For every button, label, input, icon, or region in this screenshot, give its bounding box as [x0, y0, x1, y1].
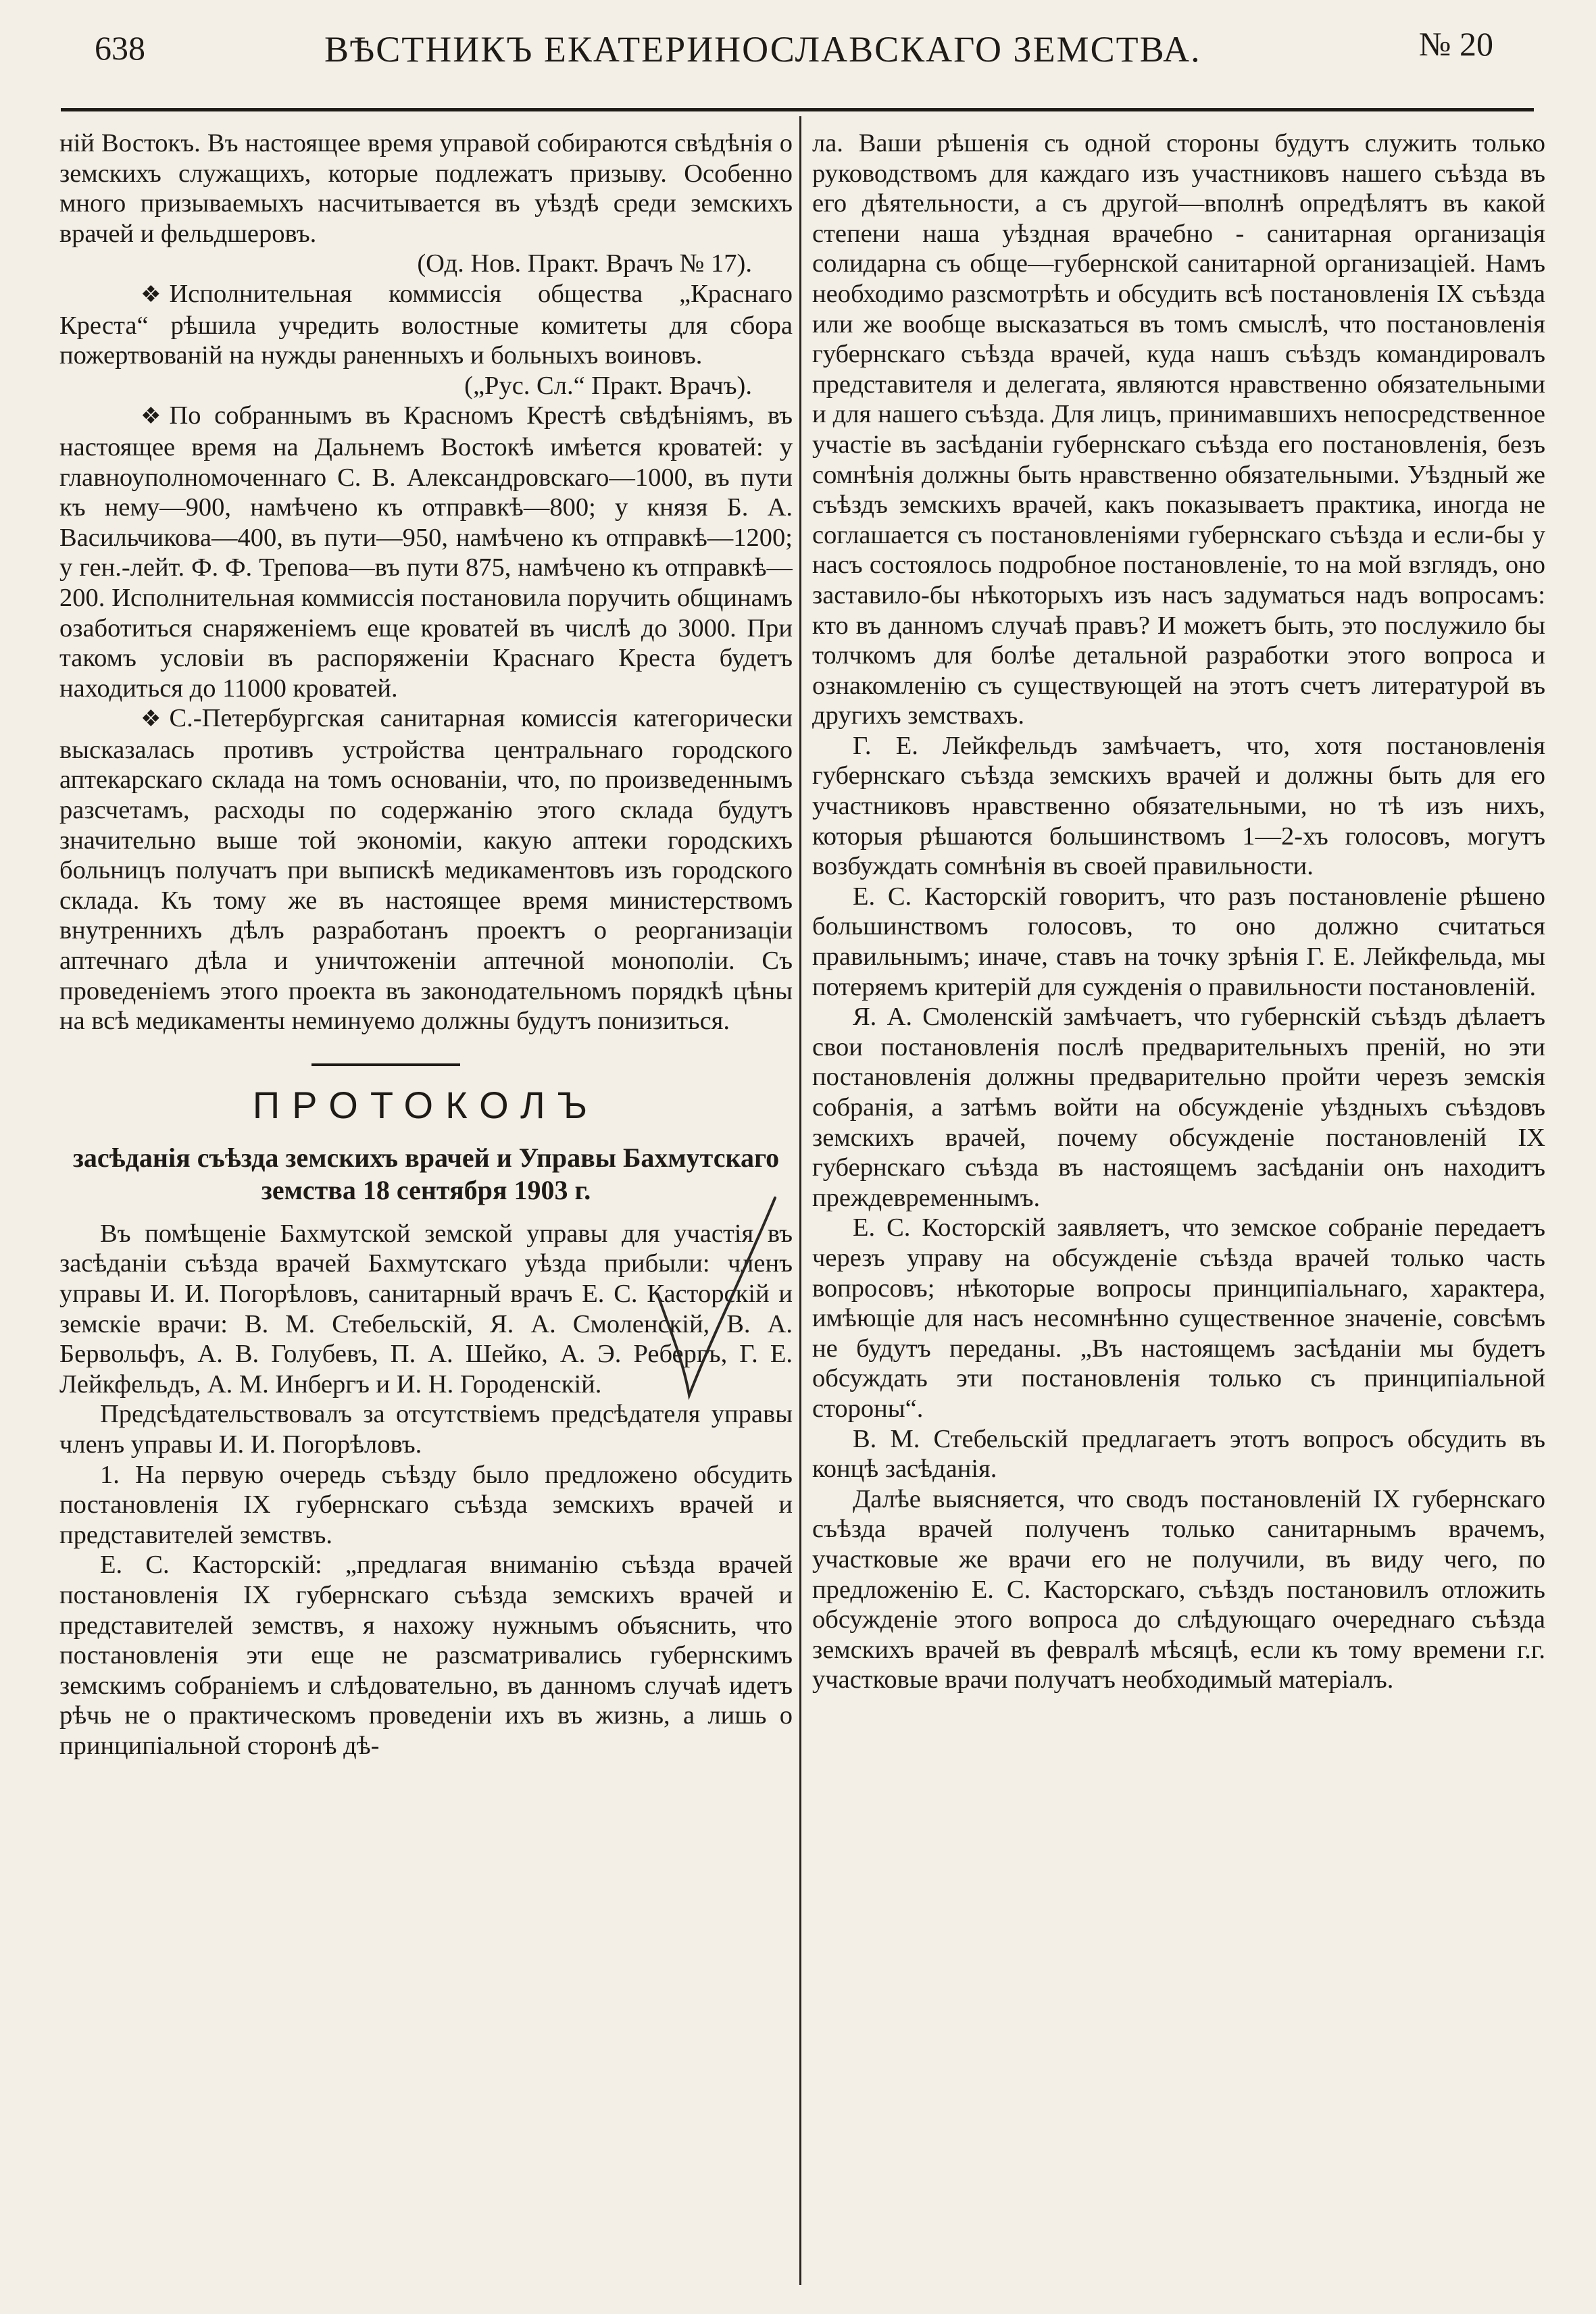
issue-number: № 20	[1418, 25, 1493, 63]
protocol-paragraph: Въ помѣщеніе Бахмутской земской управы для участія въ засѣданіи съѣзда врачей Бахмутскаго уѣзда прибыли: членъ управы И. И. Погорѣловъ, санитарный врачъ Е. С. Касторскій и земскіе врачи: В. М. Стебельскій, Я. А. Смоленскій, В. А. Бервольфъ, А. В. Голубевъ, П. А. Шейко, А. Э. Ребергъ, Г. Е. Лейкфельдъ, А. М. Инбергъ и И. Н. Городенскій.	[59, 1219, 793, 1399]
news-item-pharmacy-warehouse	[59, 703, 793, 1036]
protocol-paragraph: Далѣе выясняется, что сводъ постановленій IX губернскаго съѣзда врачей полученъ только санитарнымъ врачемъ, участковые же врачи его не получили, въ виду чего, по предложенію Е. С. Касторскаго, съѣздъ постановилъ отложить обсужденіе этого вопроса до слѣдующаго очереднаго съѣзда земскихъ врачей въ февралѣ мѣсяцѣ, если къ тому времени г.г. участковые врачи получатъ необходимый матеріалъ.	[812, 1484, 1545, 1694]
journal-title: ВѢСТНИКЪ ЕКАТЕРИНОСЛАВСКАГО ЗЕМСТВА.	[324, 29, 1201, 70]
header-rule	[61, 108, 1534, 111]
protocol-paragraph: Е. С. Касторскій: „предлагая вниманію съѣзда врачей постановленія IX губернскаго съѣзда земскихъ врачей и представителей земствъ, я нахожу нужнымъ объяснить, что постановленія эти еще не разсматривались губернскимъ земскимъ собраніемъ и слѣдовательно, въ данномъ случаѣ идетъ рѣчь не о практическомъ проведеніи ихъ въ жизнь, а лишь о принципіальной сторонѣ дѣ-	[59, 1551, 793, 1760]
protocol-paragraph: 1. На первую очередь съѣзду было предложено обсудить постановленія IX губернскаго съѣзда земскихъ врачей и представителей земствъ.	[59, 1460, 793, 1549]
protocol-paragraph: Предсѣдательствовалъ за отсутствіемъ предсѣдателя управы членъ управы И. И. Погорѣловъ.	[59, 1400, 793, 1459]
protocol-paragraph: Е. С. Касторскій говоритъ, что разъ постановленіе рѣшено большинствомъ голосовъ, то оно должно считаться правильнымъ; иначе, ставъ на точку зрѣнія Г. Е. Лейкфельда, мы потеряемъ критерій для сужденія о правильности постановленій.	[812, 882, 1545, 1001]
column-divider	[799, 116, 801, 2285]
protocol-paragraph: Е. С. Косторскій заявляетъ, что земское собраніе передаетъ черезъ управу на обсужденіе съѣзда врачей только часть вопросовъ; нѣкоторые вопросы принципіальнаго, характера, имѣющіе для насъ несомнѣнно существенное значеніе, совсѣмъ не будутъ переданы. „Въ настоящемъ засѣданіи мы будетъ обсуждать эти постановленія только съ принципіальной стороны“.	[812, 1213, 1545, 1423]
source-citation: („Рус. Сл.“ Практ. Врачъ).	[464, 371, 752, 400]
page-header	[95, 20, 1493, 74]
protocol-paragraph: Г. Е. Лейкфельдъ замѣчаетъ, что, хотя постановленія губернскаго съѣзда земскихъ врачей и должны быть для его участниковъ нравственно обязательными, но тѣ изъ нихъ, которыя рѣшаются большинствомъ 1—2-хъ голосовъ, могутъ возбуждать сомнѣнія въ своей правильности.	[812, 731, 1545, 881]
ornament-bullet-icon: ❖	[141, 707, 161, 732]
right-column	[812, 128, 1545, 2297]
protocol-paragraph: ла. Ваши рѣшенія съ одной стороны будутъ служить только руководствомъ для каждаго изъ участниковъ нашего съѣзда въ его дѣятельности, а съ другой—вполнѣ опредѣлятъ въ какой степени наша уѣздная врачебно - санитарная организація солидарна съ обще—губернской санитарной организаціей. Намъ необходимо разсмотрѣть и обсудить всѣ постановленія IX съѣзда или же вообще высказаться въ томъ смыслѣ, что постановленія губернскаго съѣзда врачей, куда нашъ съѣздъ командировалъ представителя и делегата, являются нравственно обязательными и для нашего съѣзда. Для лицъ, принимавшихъ непосредственное участіе въ засѣданіи губернскаго съѣзда его постановленія, безъ сомнѣнія должны быть нравственно обязательными. Уѣздный же съѣздъ земскихъ врачей, какъ показываетъ практика, иногда не соглашается съ постановленіями губернскаго съѣзда и если-бы у насъ состоялось подробное постановленіе, то на мой взглядъ, оно заставило-бы нѣкоторыхъ изъ насъ задуматься надъ вопросамъ: кто въ данномъ случаѣ правъ? И можетъ быть, это послужило бы толчкомъ для болѣе детальной разработки этого вопроса и ознакомленію съ существующей на этотъ счетъ литературой въ другихъ земствахъ.	[812, 129, 1545, 730]
section-divider	[311, 1063, 460, 1066]
news-item-text: По собраннымъ въ Красномъ Крестѣ свѣдѣніямъ, въ настоящее время на Дальнемъ Востокѣ имѣется кроватей: у главноуполномоченнаго С. В. Александровскаго—1000, въ пути къ нему—900, намѣчено къ отправкѣ—800; у князя Б. А. Васильчикова—400, въ пути—950, намѣчено къ отправкѣ—1200; у ген.-лейт. Ф. Ф. Трепова—въ пути 875, намѣчено къ отправкѣ—200. Исполнительная коммиссія постановила поручить общинамъ озаботиться снаряженіемъ еще кроватей въ числѣ до 3000. При такомъ условіи въ распоряженіи Краснаго Креста будетъ находиться до 11000 кроватей.	[59, 401, 793, 703]
protocol-paragraph: Я. А. Смоленскій замѣчаетъ, что губернскій съѣздъ дѣлаетъ свои постановленія послѣ предварительныхъ преній, но эти постановленія должны предварительно пройти черезъ земскія собранія, а затѣмъ войти на обсужденіе уѣздныхъ съѣздовъ земскихъ врачей, почему обсужденіе постановленій IX губернскаго съѣзда въ настоящемъ засѣданіи онъ находитъ преждевременнымъ.	[812, 1003, 1545, 1212]
ornament-bullet-icon: ❖	[141, 404, 161, 430]
news-item-text: С.-Петербургская санитарная комиссія категорически высказалась противъ устройства центральнаго городского аптекарскаго склада на томъ основаніи, что, по произведеннымъ разсчетамъ, расходы по содержанію этого склада будутъ значительно выше той экономіи, какую аптеки городскихъ больницъ получатъ при выпискѣ медикаментовъ изъ городского склада. Къ тому же въ настоящее время министерствомъ внутреннихъ дѣлъ разработанъ проектъ о реорганизаціи аптечнаго дѣла и уничтоженіи аптечной монополіи. Съ проведеніемъ этого проекта въ законодательномъ порядкѣ цѣны на всѣ медикаменты неминуемо должны будутъ понизиться.	[59, 704, 793, 1036]
protocol-subheading: засѣданія съѣзда земскихъ врачей и Управы Бахмутскаго земства 18 сентября 1903 г.	[72, 1142, 780, 1205]
news-item-mobilization: ній Востокъ. Въ настоящее время управой собираются свѣдѣнія о земскихъ служащихъ, которые подлежатъ призыву. Особенно много призываемыхъ насчитывается въ уѣздѣ среди земскихъ врачей и фельдшеровъ.	[59, 129, 793, 248]
news-item-red-cross-committees	[59, 279, 793, 371]
page-number: 638	[95, 29, 145, 67]
protocol-heading: ПРОТОКОЛЪ	[252, 1083, 600, 1126]
source-citation: (Од. Нов. Практ. Врачъ № 17).	[417, 249, 752, 278]
ornament-bullet-icon: ❖	[141, 282, 161, 307]
protocol-paragraph: В. М. Стебельскій предлагаетъ этотъ вопросъ обсудить въ концѣ засѣданія.	[812, 1424, 1545, 1484]
handwritten-check-mark-icon	[652, 1192, 780, 1429]
news-item-red-cross-beds	[59, 401, 793, 703]
news-item-text: Исполнительная коммиссія общества „Краснаго Креста“ рѣшила учредить волостные комитеты для сбора пожертвованій на нужды раненныхъ и больныхъ воиновъ.	[59, 279, 793, 370]
